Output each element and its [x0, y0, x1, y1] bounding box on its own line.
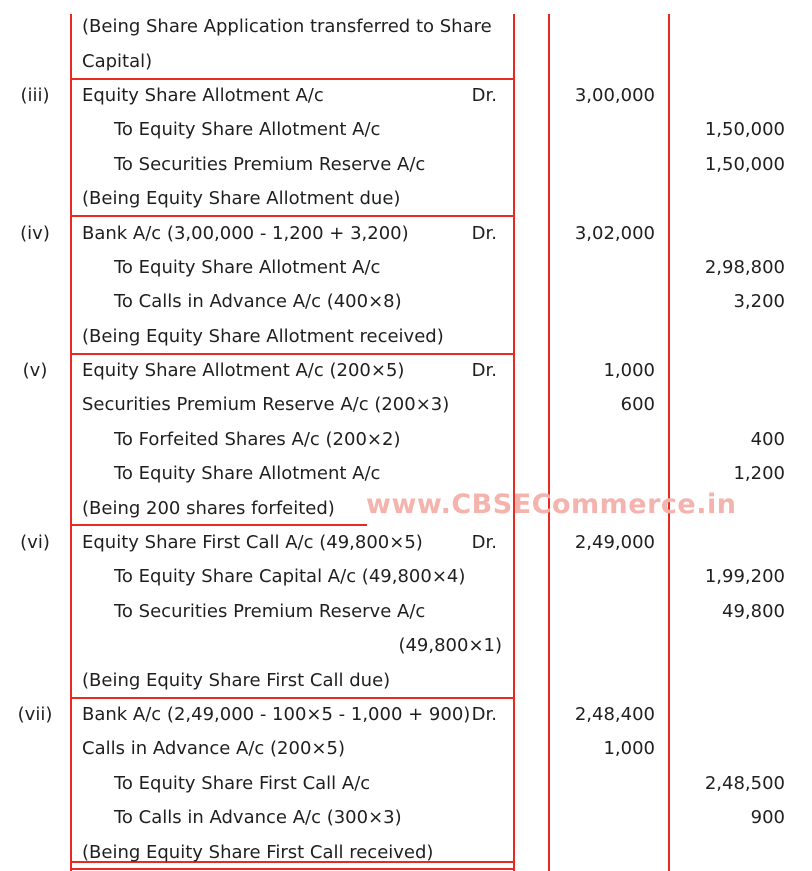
particulars-cell: To Securities Premium Reserve A/c [114, 600, 426, 622]
debit-amount: 1,000 [603, 738, 655, 760]
entry-serial: (vii) [17, 704, 53, 725]
particulars-cell: To Equity Share First Call A/c [114, 772, 371, 794]
journal-row [0, 320, 812, 354]
particulars-cell: To Securities Premium Reserve A/c [114, 153, 426, 175]
journal-row [0, 457, 812, 491]
particulars-cell: To Equity Share Allotment A/c [114, 119, 381, 141]
journal-row [0, 663, 812, 697]
dr-label: Dr. [471, 222, 497, 244]
credit-amount: 2,48,500 [704, 772, 785, 794]
credit-amount: 900 [750, 807, 785, 829]
particulars-cell: Equity Share First Call A/c (49,800×5) Dr. [82, 532, 497, 554]
dr-label: Dr. [471, 704, 497, 725]
particulars-cell: (Being Equity Share First Call due) [82, 669, 391, 691]
credit-amount: 1,50,000 [704, 153, 785, 175]
credit-amount: 1,50,000 [704, 119, 785, 141]
debit-amount: 1,000 [603, 360, 655, 382]
journal-row [0, 698, 812, 732]
credit-amount: 1,200 [733, 463, 785, 485]
journal-row [0, 732, 812, 766]
particulars-cell: (Being Equity Share Allotment due) [82, 188, 401, 210]
journal-row [0, 560, 812, 594]
journal-row [0, 767, 812, 801]
journal-row [0, 182, 812, 216]
credit-amount: 49,800 [722, 600, 785, 622]
particulars-cell: (Being Share Application transferred to Share [82, 16, 492, 38]
debit-amount: 2,48,400 [574, 704, 655, 725]
debit-amount: 3,00,000 [574, 84, 655, 106]
particulars-cell: To Equity Share Allotment A/c [114, 463, 381, 485]
dr-label: Dr. [471, 532, 497, 554]
journal-row [0, 388, 812, 422]
particulars-cell: Bank A/c (2,49,000 - 100×5 - 1,000 + 900) Dr. [82, 704, 497, 725]
entry-serial: (iv) [20, 222, 50, 244]
credit-amount: 1,99,200 [704, 566, 785, 588]
particulars-cell: (Being Equity Share Allotment received) [82, 325, 444, 347]
particulars-cell: To Calls in Advance A/c (400×8) [114, 291, 402, 313]
journal-row [0, 148, 812, 182]
journal-row [0, 251, 812, 285]
watermark: www.CBSECommerce.in [366, 489, 737, 520]
particulars-cell: (49,800×1) [398, 635, 502, 657]
particulars-cell: Calls in Advance A/c (200×5) [82, 738, 345, 760]
particulars-cell: Equity Share Allotment A/c Dr. [82, 84, 497, 106]
particulars-cell: (Being Equity Share First Call received) [82, 841, 434, 863]
credit-amount: 2,98,800 [704, 256, 785, 278]
debit-amount: 2,49,000 [574, 532, 655, 554]
journal-row [0, 801, 812, 835]
particulars-cell: Securities Premium Reserve A/c (200×3) [82, 394, 450, 416]
particulars-cell: To Equity Share Capital A/c (49,800×4) [114, 566, 466, 588]
debit-amount: 600 [620, 394, 655, 416]
journal-row [0, 113, 812, 147]
journal-row [0, 629, 812, 663]
journal-row [0, 10, 812, 44]
debit-amount: 3,02,000 [574, 222, 655, 244]
journal-row [0, 44, 812, 78]
entry-serial: (iii) [20, 84, 50, 106]
journal-rows [0, 10, 812, 870]
credit-amount: 400 [750, 428, 785, 450]
entry-serial: (v) [22, 360, 48, 382]
journal-row [0, 285, 812, 319]
particulars-cell: To Forfeited Shares A/c (200×2) [114, 428, 401, 450]
particulars-cell: To Calls in Advance A/c (300×3) [114, 807, 402, 829]
journal-row [0, 526, 812, 560]
journal-row [0, 216, 812, 250]
dr-label: Dr. [471, 84, 497, 106]
journal-row [0, 423, 812, 457]
journal-row [0, 835, 812, 869]
particulars-cell: (Being 200 shares forfeited) [82, 497, 335, 519]
particulars-cell: To Equity Share Allotment A/c [114, 256, 381, 278]
particulars-cell: Bank A/c (3,00,000 - 1,200 + 3,200) Dr. [82, 222, 497, 244]
dr-label: Dr. [471, 360, 497, 382]
journal-row [0, 354, 812, 388]
entry-serial: (vi) [20, 532, 50, 554]
journal-row [0, 79, 812, 113]
credit-amount: 3,200 [733, 291, 785, 313]
particulars-cell: Equity Share Allotment A/c (200×5) Dr. [82, 360, 497, 382]
particulars-cell: Capital) [82, 50, 153, 72]
journal-row [0, 595, 812, 629]
